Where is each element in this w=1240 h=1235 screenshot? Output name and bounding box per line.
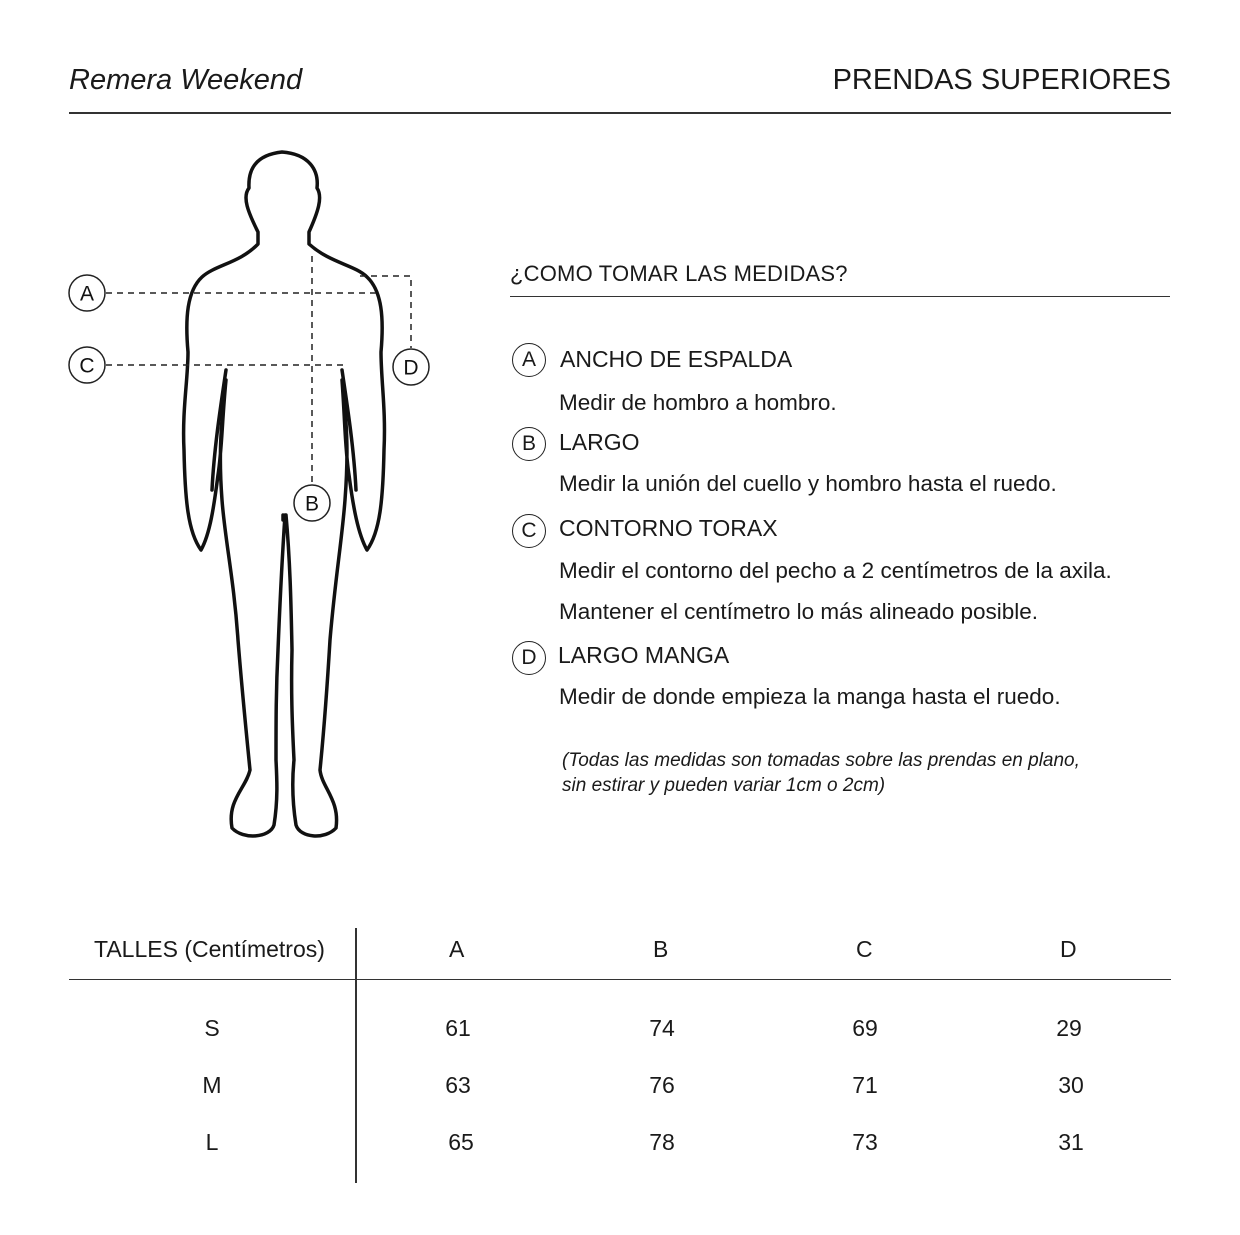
figure-label-d: D [403,356,419,380]
measure-c-description: Medir el contorno del pecho a 2 centímetros de la axila. [559,558,1112,583]
table-row-m-c: 71 [852,1072,878,1098]
table-row-s-c: 69 [852,1015,878,1041]
table-row-s-b: 74 [649,1015,675,1041]
column-header-a: A [449,936,465,962]
table-row-m-d: 30 [1058,1072,1084,1098]
table-header-divider [69,979,1171,980]
measure-a-description: Medir de hombro a hombro. [559,390,837,415]
column-header-d: D [1060,936,1077,962]
table-row-l-c: 73 [852,1129,878,1155]
measure-d-title: LARGO MANGA [558,642,730,668]
table-row-s-size: S [204,1015,220,1041]
measurement-note [562,748,1162,798]
measurement-note-line-1: (Todas las medidas son tomadas sobre las prendas en plano, [562,750,1080,771]
table-row-s-a: 61 [445,1015,471,1041]
guide-divider [510,296,1170,297]
measure-b-title: LARGO [559,429,640,455]
measure-d-badge: D [512,641,546,675]
table-vertical-divider [355,928,357,1183]
figure-label-c: C [79,354,95,378]
header-divider [69,112,1171,114]
body-outline-figure [60,140,460,850]
category-title: PRENDAS SUPERIORES [832,64,1171,96]
measure-d-description: Medir de donde empieza la manga hasta el ruedo. [559,684,1061,709]
measure-b-badge: B [512,427,546,461]
measurement-note-line-2: sin estirar y pueden variar 1cm o 2cm) [562,775,886,796]
measure-c-badge: C [512,514,546,548]
table-row-m-a: 63 [445,1072,471,1098]
figure-label-a: A [79,282,95,306]
figure-label-b: B [304,492,320,516]
measure-c-description-2: Mantener el centímetro lo más alineado posible. [559,599,1039,624]
column-header-b: B [653,936,669,962]
table-row-m-b: 76 [649,1072,675,1098]
table-row-l-size: L [205,1129,219,1155]
size-table-header-label: TALLES (Centímetros) [94,936,325,962]
table-row-l-a: 65 [448,1129,474,1155]
how-to-measure-title: ¿COMO TOMAR LAS MEDIDAS? [510,261,848,286]
measure-b-description: Medir la unión del cuello y hombro hasta el ruedo. [559,471,1057,496]
measure-a-title: ANCHO DE ESPALDA [560,346,793,372]
table-row-m-size: M [202,1072,222,1098]
table-row-l-b: 78 [649,1129,675,1155]
product-title: Remera Weekend [69,64,303,96]
measure-a-badge: A [512,343,546,377]
column-header-c: C [856,936,873,962]
table-row-s-d: 29 [1056,1015,1082,1041]
measure-c-title: CONTORNO TORAX [559,515,778,541]
table-row-l-d: 31 [1058,1129,1084,1155]
